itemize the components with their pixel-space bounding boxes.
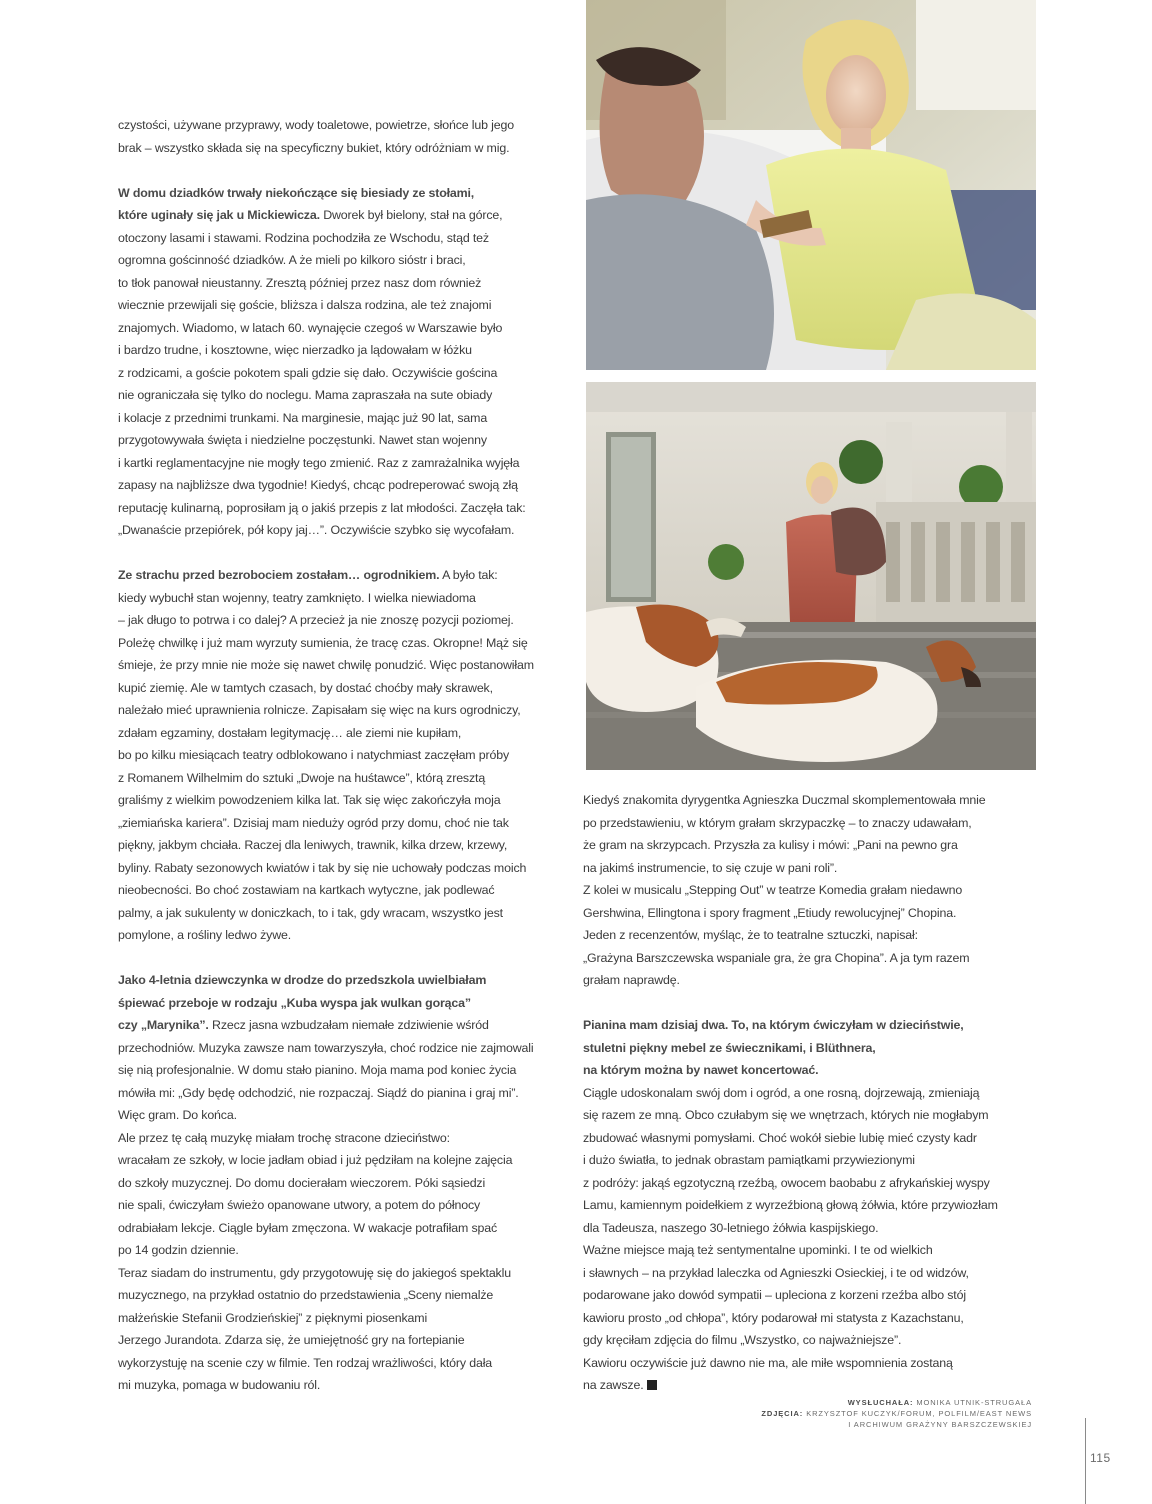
credits-photos <box>761 1408 1032 1419</box>
credits-interview-value: MONIKA UTNIK-STRUGAŁA <box>916 1398 1032 1407</box>
body-text: z Romanem Wilhelmim do sztuki „Dwoje na huśtawce”, którą zresztą <box>118 770 486 785</box>
photo-woman-in-yellow-dress-image <box>586 0 1036 370</box>
body-text: wykorzystuję na scenie czy w filmie. Ten rodzaj wrażliwości, który dała <box>118 1355 493 1370</box>
lead-in-text: Pianina mam dzisiaj dwa. To, na którym ćwiczyłam w dzieciństwie, <box>583 1018 964 1032</box>
paragraph-gap <box>118 947 548 970</box>
text-line <box>118 654 548 677</box>
text-line <box>118 1262 548 1285</box>
body-text: że gram na skrzypcach. Przyszła za kulisy i mówi: „Pani na pewno gra <box>583 838 958 852</box>
text-line <box>583 1194 1023 1217</box>
text-line <box>583 1217 1023 1240</box>
body-text: zapasy na najbliższe dwa tygodnie! Kiedyś, chcąc podreperować swoją złą <box>118 478 518 492</box>
right-text-column <box>583 789 1023 1397</box>
text-line <box>118 992 548 1015</box>
body-text: Lamu, kamiennym poidełkiem z wyrzeźbioną głową żółwia, które przywiozłam <box>583 1198 998 1212</box>
body-text: Ale przez tę całą muzykę miałam trochę stracone dzieciństwo: <box>118 1130 450 1145</box>
body-text: odrabiałam lekcje. Ciągle byłam zmęczona. W wakacje potrafiłam spać <box>118 1220 498 1235</box>
body-text: A było tak: <box>442 568 498 582</box>
body-text: Jeden z recenzentów, myśląc, że to teatralne sztuczki, napisał: <box>583 928 918 942</box>
photo-woman-in-yellow-dress <box>586 0 1036 370</box>
body-text: czystości, używane przyprawy, wody toaletowe, powietrze, słońce lub jego <box>118 118 514 132</box>
text-line <box>118 204 548 227</box>
body-text: „Grażyna Barszczewska wspaniale gra, że gra Chopina”. A ja tym razem <box>583 950 970 965</box>
photo-credits <box>761 1397 1032 1430</box>
text-line <box>583 1374 1023 1397</box>
text-line <box>118 1374 548 1397</box>
body-text: Gershwina, Ellingtona i spory fragment „Etiudy rewolucyjnej” Chopina. <box>583 905 957 920</box>
text-line <box>118 564 548 587</box>
body-text: Ważne miejsce mają też sentymentalne upominki. I te od wielkich <box>583 1243 933 1257</box>
text-line <box>118 879 548 902</box>
text-line <box>118 677 548 700</box>
body-text: mówiła mi: „Gdy będę odchodzić, nie rozpaczaj. Siądź do pianina i graj mi”. <box>118 1085 519 1100</box>
body-text: kupić ziemię. Ale w tamtych czasach, by dostać choćby mały skrawek, <box>118 680 493 695</box>
text-line <box>583 1104 1023 1127</box>
lead-in-text: czy „Marynika”. <box>118 1018 209 1032</box>
lead-in-text: stuletni piękny mebel ze świecznikami, i Blüthnera, <box>583 1040 876 1055</box>
text-line <box>118 1037 548 1060</box>
text-line <box>583 834 1023 857</box>
text-line <box>118 497 548 520</box>
body-text: na jakimś instrumencie, to się czuje w pani roli”. <box>583 860 838 875</box>
text-line <box>118 1239 548 1262</box>
text-line <box>118 452 548 475</box>
text-line <box>118 902 548 925</box>
body-text: „Dwanaście przepiórek, pół kopy jaj…”. Oczywiście szybko się wycofałam. <box>118 523 515 537</box>
credits-interview <box>761 1397 1032 1408</box>
text-line <box>118 1352 548 1375</box>
text-line <box>118 609 548 632</box>
body-text: kawioru prosto „od chłopa”, który podarował mi statysta z Kazachstanu, <box>583 1310 964 1325</box>
text-line <box>118 812 548 835</box>
lead-in-text: które uginały się jak u Mickiewicza. <box>118 208 320 222</box>
body-text: Poleżę chwilkę i już mam wyrzuty sumienia, że tracę czas. Okropne! Mąż się <box>118 635 528 650</box>
text-line <box>118 632 548 655</box>
text-line <box>118 227 548 250</box>
lead-in-text: Jako 4-letnia dziewczynka w drodze do przedszkola uwielbiałam <box>118 973 487 987</box>
body-text: śmieje, że przy mnie nie może się nawet chwilę ponudzić. Więc postanowiłam <box>118 658 534 672</box>
text-line <box>118 722 548 745</box>
text-line <box>118 474 548 497</box>
credits-interview-label: WYSŁUCHAŁA: <box>847 1398 914 1407</box>
body-text: z podróży: jakąś egzotyczną rzeźbą, owocem baobabu z afrykańskiej wyspy <box>583 1175 990 1190</box>
text-line <box>118 339 548 362</box>
text-line <box>118 182 548 205</box>
text-line <box>118 429 548 452</box>
body-text: dla Tadeusza, naszego 30-letniego żółwia kaspijskiego. <box>583 1220 879 1235</box>
body-text: zdałam egzaminy, dostałam legitymację… ale ziemi nie kupiłam, <box>118 725 462 740</box>
text-line <box>583 947 1023 970</box>
text-line <box>583 1239 1023 1262</box>
body-text: reputację kulinarną, poprosiłam ją o jakiś przepis z lat młodości. Zaczęła tak: <box>118 500 526 515</box>
text-line <box>583 1014 1023 1037</box>
body-text: i kartki reglamentacyjne nie mogły tego zmienić. Raz z zamrażalnika wyjęła <box>118 455 520 470</box>
page-number-rule <box>1085 1418 1086 1504</box>
body-text: i dużo światła, to jednak obrastam pamiątkami przywiezionymi <box>583 1153 915 1167</box>
text-line <box>118 1284 548 1307</box>
body-text: Rzecz jasna wzbudzałam niemałe zdziwienie wśród <box>212 1018 489 1032</box>
text-line <box>118 249 548 272</box>
text-line <box>583 902 1023 925</box>
body-text: – jak długo to potrwa i co dalej? A przecież ja nie znoszę pozycji poziomej. <box>118 613 514 627</box>
text-line <box>118 1307 548 1330</box>
paragraph-gap <box>583 992 1023 1015</box>
body-text: gdy kręciłam zdjęcia do filmu „Wszystko, co najważniejsze”. <box>583 1333 902 1347</box>
text-line <box>118 362 548 385</box>
lead-in-text: Ze strachu przed bezrobociem zostałam… ogrodnikiem. <box>118 568 440 582</box>
text-line <box>583 879 1023 902</box>
body-text: się razem ze mną. Obco czułabym się we wnętrzach, których nie mogłabym <box>583 1108 989 1122</box>
text-line <box>583 1037 1023 1060</box>
text-line <box>583 789 1023 812</box>
text-line <box>118 969 548 992</box>
body-text: po 14 godzin dziennie. <box>118 1243 239 1257</box>
body-text: otoczony lasami i stawami. Rodzina pochodziła ze Wschodu, stąd też <box>118 230 489 245</box>
text-line <box>118 317 548 340</box>
body-text: do szkoły muzycznej. Do domu docierałam wieczorem. Póki sąsiedzi <box>118 1175 486 1190</box>
text-line <box>118 857 548 880</box>
body-text: muzycznego, na przykład ostatnio do przedstawienia „Sceny niemalże <box>118 1288 494 1302</box>
body-text: byliny. Rabaty sezonowych kwiatów i tak by się nie uchowały podczas moich <box>118 860 527 875</box>
text-line <box>118 1217 548 1240</box>
page-number: 115 <box>1090 1451 1111 1465</box>
text-line <box>583 1352 1023 1375</box>
text-line <box>118 1329 548 1352</box>
body-text: małżeńskie Stefanii Grodzieńskiej” z pięknymi piosenkami <box>118 1310 428 1325</box>
body-text: to tłok panował nieustanny. Zresztą później przez nasz dom również <box>118 275 482 290</box>
body-text: piękny, jakbym chciała. Raczej dla leniwych, trawnik, kilka drzew, krzewy, <box>118 838 508 852</box>
text-line <box>583 969 1023 992</box>
body-text: i sławnych – na przykład laleczka od Agnieszki Osieckiej, i te od widzów, <box>583 1265 969 1280</box>
text-line <box>583 1059 1023 1082</box>
text-line <box>118 587 548 610</box>
text-line <box>118 1014 548 1037</box>
text-line <box>118 294 548 317</box>
text-line <box>583 812 1023 835</box>
body-text: na zawsze. <box>583 1378 644 1392</box>
photo-woman-with-borzoi-dogs-image <box>586 382 1036 770</box>
credits-photos-value-2: I ARCHIWUM GRAŻYNY BARSZCZEWSKIEJ <box>848 1420 1032 1429</box>
body-text: z rodzicami, a goście pokotem spali gdzie się dało. Oczywiście gościna <box>118 365 498 380</box>
lead-in-text: W domu dziadków trwały niekończące się biesiady ze stołami, <box>118 185 475 200</box>
text-line <box>118 789 548 812</box>
body-text: wiecznie przewijali się goście, bliższa i dalsza rodzina, ale też znajomi <box>118 298 492 312</box>
text-line <box>118 1194 548 1217</box>
lead-in-text: na którym można by nawet koncertować. <box>583 1063 819 1077</box>
body-text: pomylone, a rośliny ledwo żywe. <box>118 928 292 942</box>
body-text: i kolacje z przednimi trunkami. Na marginesie, mając już 90 lat, sama <box>118 410 488 425</box>
body-text: Teraz siadam do instrumentu, gdy przygotowuję się do jakiegoś spektaklu <box>118 1265 511 1280</box>
text-line <box>118 924 548 947</box>
body-text: Jerzego Jurandota. Zdarza się, że umiejętność gry na fortepianie <box>118 1333 465 1347</box>
text-line <box>118 744 548 767</box>
left-text-column <box>118 114 548 1397</box>
text-line <box>583 924 1023 947</box>
text-line <box>583 1284 1023 1307</box>
text-line <box>118 407 548 430</box>
body-text: brak – wszystko składa się na specyficzny bukiet, który odróżniam w mig. <box>118 140 510 155</box>
article-end-mark-icon <box>647 1380 657 1390</box>
text-line <box>118 519 548 542</box>
body-text: zbudować własnymi pomysłami. Choć wokół siebie lubię mieć czysty kadr <box>583 1130 977 1145</box>
lead-in-text: śpiewać przeboje w rodzaju „Kuba wyspa jak wulkan gorąca” <box>118 995 471 1010</box>
text-line <box>118 1104 548 1127</box>
credits-photos-label: ZDJĘCIA: <box>761 1409 804 1418</box>
body-text: po przedstawieniu, w którym grałam skrzypaczkę – to znaczy udawałam, <box>583 815 972 830</box>
text-line <box>118 1127 548 1150</box>
body-text: wracałam ze szkoły, w locie jadłam obiad i już pędziłam na kolejne zajęcia <box>118 1153 513 1167</box>
body-text: mi muzyka, pomaga w budowaniu ról. <box>118 1378 321 1392</box>
text-line <box>583 1172 1023 1195</box>
text-line <box>118 137 548 160</box>
body-text: palmy, a jak sukulenty w doniczkach, to i tak, gdy wracam, wszystko jest <box>118 905 503 920</box>
text-line <box>118 834 548 857</box>
body-text: grałam naprawdę. <box>583 973 680 987</box>
body-text: nie ograniczała się tylko do noclegu. Mama zapraszała na sute obiady <box>118 388 493 402</box>
body-text: Kawioru oczywiście już dawno nie ma, ale miłe wspomnienia zostaną <box>583 1355 953 1370</box>
body-text: podarowane jako dowód sympatii – upleciona z korzeni rzeźba albo stój <box>583 1288 966 1302</box>
body-text: Ciągle udoskonalam swój dom i ogród, a one rosną, dojrzewają, zmieniają <box>583 1085 980 1100</box>
text-line <box>118 699 548 722</box>
body-text: bo po kilku miesiącach teatry odblokowano i natychmiast zaczęłam próby <box>118 748 510 762</box>
text-line <box>118 1172 548 1195</box>
photo-woman-with-borzoi-dogs <box>586 382 1036 770</box>
body-text: i bardzo trudne, i kosztowne, więc nierzadko ja lądowałam w łóżku <box>118 343 472 357</box>
body-text: przygotowywała święta i niedzielne poczęstunki. Nawet stan wojenny <box>118 433 487 447</box>
paragraph-gap <box>118 542 548 565</box>
text-line <box>583 1307 1023 1330</box>
body-text: Więc gram. Do końca. <box>118 1108 237 1122</box>
text-line <box>118 767 548 790</box>
body-text: należało mieć uprawnienia rolnicze. Zapisałam się więc na kurs ogrodniczy, <box>118 703 521 717</box>
body-text: nieobecności. Bo choć zostawiam na kartkach wytyczne, jak podlewać <box>118 883 495 897</box>
text-line <box>583 1127 1023 1150</box>
body-text: Kiedyś znakomita dyrygentka Agnieszka Duczmal skomplementowała mnie <box>583 793 986 807</box>
credits-photos-continued <box>761 1419 1032 1430</box>
text-line <box>118 114 548 137</box>
credits-photos-value: KRZYSZTOF KUCZYK/FORUM, POLFILM/EAST NEWS <box>806 1409 1032 1418</box>
body-text: Dworek był bielony, stał na górce, <box>323 208 503 222</box>
text-line <box>118 1082 548 1105</box>
body-text: przechodniów. Muzyka zawsze nam towarzyszyła, choć rodzice nie zajmowali <box>118 1040 534 1055</box>
text-line <box>583 857 1023 880</box>
paragraph-gap <box>118 159 548 182</box>
body-text: nie spali, ćwiczyłam świeżo opanowane utwory, a potem do północy <box>118 1198 481 1212</box>
text-line <box>118 272 548 295</box>
text-line <box>118 384 548 407</box>
text-line <box>118 1059 548 1082</box>
body-text: znajomych. Wiadomo, w latach 60. wynajęcie czegoś w Warszawie było <box>118 320 503 335</box>
body-text: Z kolei w musicalu „Stepping Out” w teatrze Komedia grałam niedawno <box>583 883 963 897</box>
body-text: „ziemiańska kariera”. Dzisiaj mam nieduży ogród przy domu, choć nie tak <box>118 815 509 830</box>
body-text: się nią profesjonalnie. W domu stało pianino. Moja mama pod koniec życia <box>118 1063 517 1077</box>
text-line <box>583 1262 1023 1285</box>
text-line <box>583 1149 1023 1172</box>
text-line <box>583 1082 1023 1105</box>
body-text: ogromna gościnność dziadków. A że mieli po kilkoro sióstr i braci, <box>118 253 466 267</box>
body-text: kiedy wybuchł stan wojenny, teatry zamknięto. I wielka niewiadoma <box>118 590 476 605</box>
body-text: graliśmy z wielkim powodzeniem kilka lat. Tak się więc zakończyła moja <box>118 793 501 807</box>
text-line <box>583 1329 1023 1352</box>
text-line <box>118 1149 548 1172</box>
